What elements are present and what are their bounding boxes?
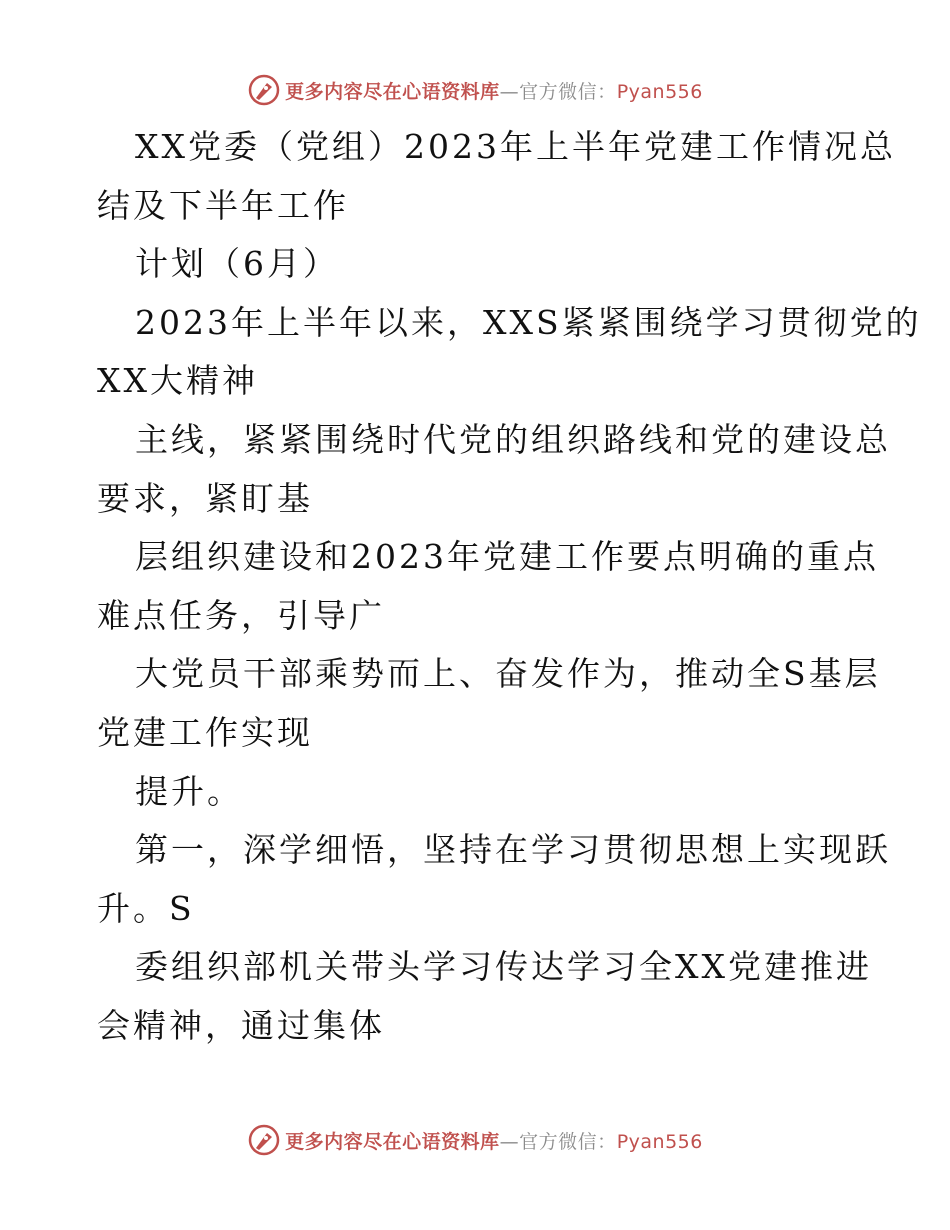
document-line: 升。S [97,888,195,928]
document-line: 2023年上半年以来，XXS紧紧围绕学习贯彻党的 [135,302,922,342]
document-line: 结及下半年工作 [97,185,349,225]
document-line: 提升。 [135,771,243,811]
watermark-banner-bottom [0,1120,950,1160]
document-line: 计划（6月） [135,244,339,284]
document-line: 会精神，通过集体 [97,1005,385,1045]
document-line: 党建工作实现 [97,712,313,752]
document-line: 第一，深学细悟，坚持在学习贯彻思想上实现跃 [135,830,891,870]
watermark-promo: 更多内容尽在心语资料库 [285,80,500,103]
document-line: XX大精神 [97,361,258,401]
watermark-banner-top [0,70,950,110]
watermark-separator: — [499,80,520,103]
watermark-wechat-label: 官方微信： [519,1130,617,1153]
pen-nib-circle-icon [247,73,281,107]
watermark-wechat-id: Pyan556 [616,80,703,103]
document-line: 层组织建设和2023年党建工作要点明确的重点 [135,537,879,577]
watermark-text [285,1127,703,1154]
document-line: 主线，紧紧围绕时代党的组织路线和党的建设总 [135,419,891,459]
document-line: 难点任务，引导广 [97,595,385,635]
document-line: XX党委（党组）2023年上半年党建工作情况总 [135,127,896,166]
watermark-wechat-id: Pyan556 [616,1130,703,1153]
pen-nib-circle-icon [247,1123,281,1157]
document-line: 要求，紧盯基 [97,478,313,518]
watermark-promo: 更多内容尽在心语资料库 [285,1130,500,1153]
watermark-separator: — [499,1130,520,1153]
document-body [97,118,922,1056]
watermark-text [285,77,703,104]
document-line: 委组织部机关带头学习传达学习全XX党建推进 [135,947,872,987]
watermark-wechat-label: 官方微信： [519,80,617,103]
document-line: 大党员干部乘势而上、奋发作为，推动全S基层 [135,654,881,694]
